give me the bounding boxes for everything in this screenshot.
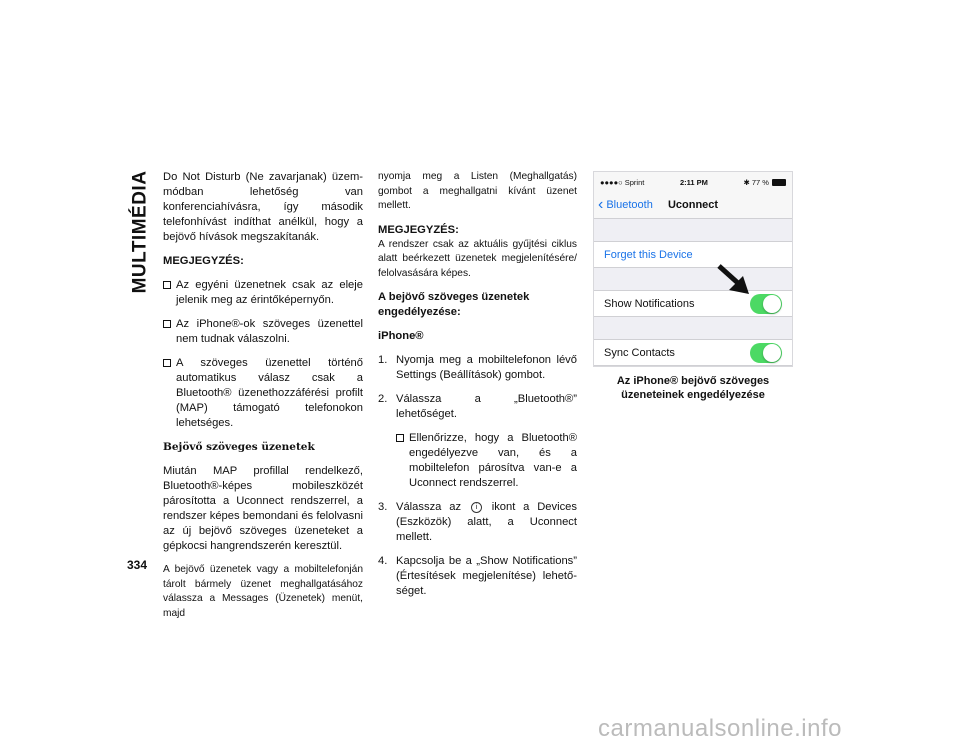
show-notifications-row: Show Notifications xyxy=(594,290,792,317)
subheading: A bejövő szöveges üzenetek engedélyezése: xyxy=(378,291,530,318)
carrier-signal: ●●●●○ Sprint xyxy=(600,177,645,187)
info-icon: i xyxy=(471,502,482,513)
sub-bullet: Ellenőrizze, hogy a Bluetooth® engedélyezve van, és a mobiltelefon párosítva van-e a Uconnect rendszerrel. xyxy=(396,431,577,491)
step-3: 3. Válassza az i ikont a Devices (Eszközök) alatt, a Uconnect mellett. xyxy=(378,501,577,543)
figure-caption: Az iPhone® bejövő szöveges üzeneteinek engedélyezése xyxy=(616,375,770,401)
back-button[interactable]: ‹ Bluetooth xyxy=(598,196,653,213)
step-2: 2. Válassza a „Bluetooth®” lehetőséget. xyxy=(378,393,577,420)
device-label: iPhone® xyxy=(378,330,424,342)
step-4: 4. Kapcsolja be a „Show Notifications” (Értesítések megjelenítése) lehetőséget. xyxy=(378,555,577,597)
status-bar xyxy=(594,172,792,192)
watermark: carmanualsonline.info xyxy=(598,715,842,742)
column-2 xyxy=(378,170,577,608)
nav-bar xyxy=(594,192,792,219)
chevron-left-icon: ‹ xyxy=(598,196,604,213)
forget-device-button[interactable]: Forget this Device xyxy=(594,241,792,268)
section-heading: Bejövő szöveges üzenetek xyxy=(163,441,315,453)
bullet-item: Az iPhone®-ok szöveges üzenettel nem tudnak válaszolni. xyxy=(163,317,363,347)
page-number: 334 xyxy=(127,558,148,572)
note-label: MEGJEGYZÉS: xyxy=(378,223,459,236)
column-1 xyxy=(163,170,363,630)
bullet-item: Az egyéni üzenetnek csak az eleje jelenik meg az érintőképernyőn. xyxy=(163,278,363,308)
bullet-item: A szöveges üzenettel történő automatikus válasz csak a Bluetooth® üzenethozzáférési profilt (MAP) támogató telefonokon lehetséges. xyxy=(163,356,363,431)
checkbox-icon xyxy=(396,434,404,442)
note-label: MEGJEGYZÉS: xyxy=(163,255,244,267)
intro-paragraph: Do Not Disturb (Ne zavarjanak) üzemmódban lehetőség van konferenciahívásra, így második telefonhívást indíthat anélkül, hogy a bejövő hívások megszakítanák. xyxy=(163,171,363,243)
bluetooth-battery-status: ✱ 77 % xyxy=(743,177,769,187)
battery-icon xyxy=(772,179,786,186)
status-time: 2:11 PM xyxy=(679,177,708,187)
paragraph: Miután MAP profillal rendelkező, Bluetooth®-képes mobileszközét párosította a Uconnect rendszerrel, a rendszer képes bemondani és felolvasni az új bejövő szöveges üzeneteket a gépkocsi hangrendszerén keresztül. xyxy=(163,465,363,552)
paragraph: nyomja meg a Listen (Meghallgatás) gombot a meghallgatni kívánt üzenet mellett. xyxy=(378,171,577,211)
step-1: 1. Nyomja meg a mobiltelefonon lévő Settings (Beállítások) gombot. xyxy=(378,354,577,381)
sync-contacts-toggle[interactable] xyxy=(750,343,782,363)
note-text: A rendszer csak az aktuális gyűjtési ciklus alatt beérkezett üzenetek megjelenítésére/ felolvasására képes. xyxy=(378,238,577,279)
checkbox-icon xyxy=(163,281,171,289)
sync-contacts-row: Sync Contacts xyxy=(594,339,792,366)
checkbox-icon xyxy=(163,320,171,328)
nav-title: Uconnect xyxy=(667,199,719,211)
section-title: MULTIMÉDIA xyxy=(129,170,151,294)
paragraph: A bejövő üzenetek vagy a mobiltelefonján tárolt bármely üzenet meghallgatásához válassza a Messages (Üzenetek) menüt, majd xyxy=(163,564,363,619)
phone-screenshot xyxy=(593,171,793,367)
show-notifications-toggle[interactable] xyxy=(750,294,782,314)
arrow-pointer-icon xyxy=(717,264,751,296)
checkbox-icon xyxy=(163,359,171,367)
